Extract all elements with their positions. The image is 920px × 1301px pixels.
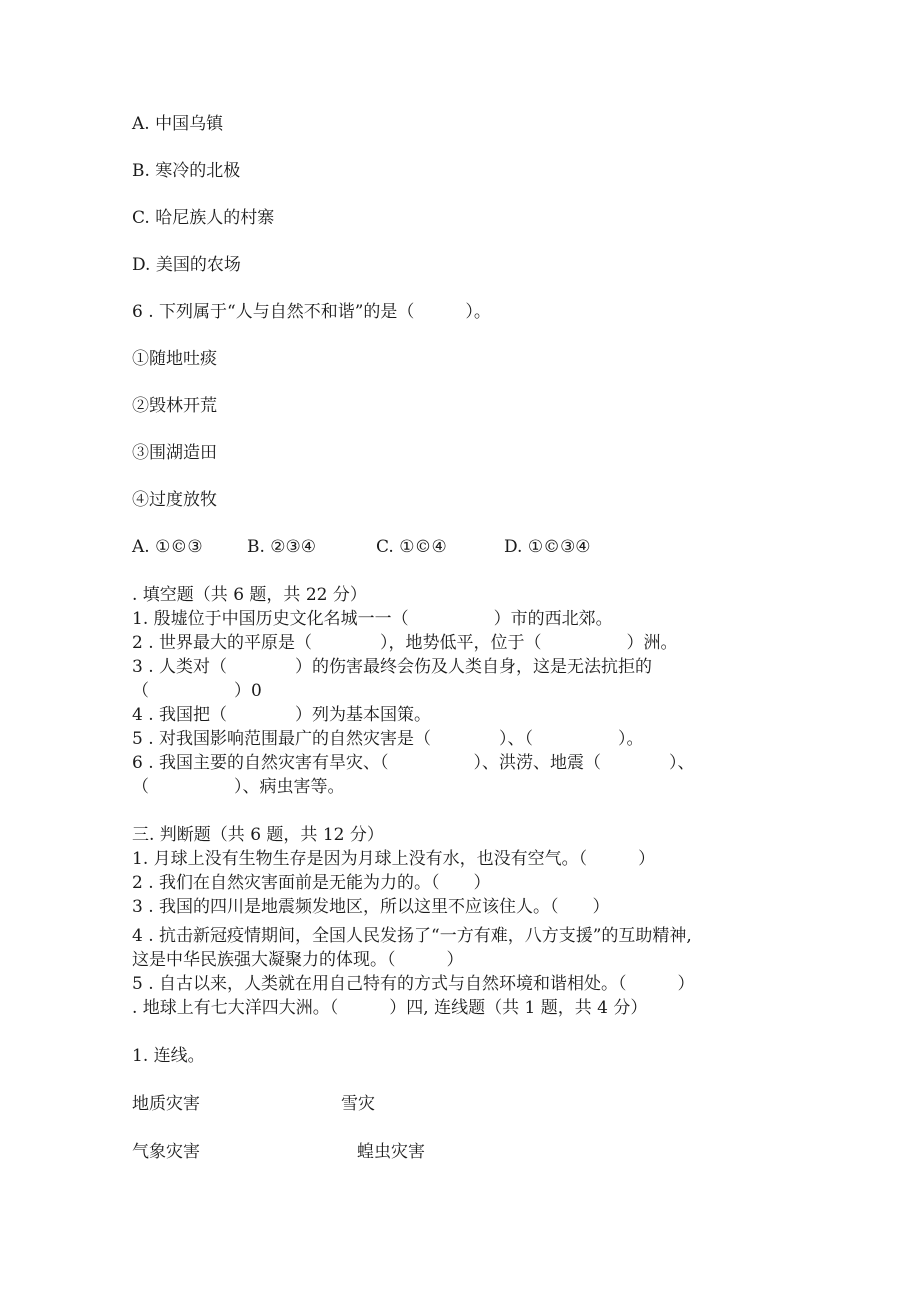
q5-option-c: C. 哈尼族人的村寨 [132,208,275,228]
link-left-1: 地质灾害 [132,1094,200,1114]
judge-heading: 三. 判断题（共 6 题，共 12 分） [132,825,384,845]
judge-line-2: 2 . 我们在自然灾害面前是无能为力的。（ ） [132,873,491,893]
fill-line-1: 1. 殷墟位于中国历史文化名城一一（ ）市的西北郊。 [132,609,613,629]
fill-heading: . 填空题（共 6 题，共 22 分） [132,585,367,605]
link-right-2: 蝗虫灾害 [357,1142,425,1162]
q5-option-a: A. 中国乌镇 [132,114,224,134]
q6-item-4: ④过度放牧 [132,490,217,510]
judge-line-3: 3 . 我国的四川是地震频发地区，所以这里不应该住人。（ ） [132,897,610,917]
judge-line-4: 4 . 抗击新冠疫情期间，全国人民发扬了“一方有难，八方支援”的互助精神, [132,926,692,946]
fill-line-3-cont: （ ）0 [132,681,262,701]
q6-stem: 6 . 下列属于“人与自然不和谐”的是（ ）。 [132,302,491,322]
link-right-1: 雪灾 [341,1094,375,1114]
judge-line-6: . 地球上有七大洋四大洲。（ ）四, 连线题（共 1 题，共 4 分） [132,998,648,1018]
q6-item-2: ②毁林开荒 [132,396,217,416]
link-stem: 1. 连线。 [132,1046,205,1066]
q5-option-b: B. 寒冷的北极 [132,161,241,181]
q6-choice-b: B. ②③④ [247,537,317,557]
q6-choice-d: D. ①©③④ [504,537,591,557]
judge-line-1: 1. 月球上没有生物生存是因为月球上没有水，也没有空气。（ ） [132,849,656,869]
fill-line-6-cont: （ ）、病虫害等。 [132,777,345,797]
fill-line-6: 6 . 我国主要的自然灾害有旱灾、（ ）、洪涝、地震（ ）、 [132,753,695,773]
link-left-2: 气象灾害 [132,1142,200,1162]
fill-line-2: 2 . 世界最大的平原是（ ），地势低平，位于（ ）洲。 [132,633,678,653]
q6-choice-c: C. ①©④ [376,537,447,557]
fill-line-3: 3 . 人类对（ ）的伤害最终会伤及人类自身，这是无法抗拒的 [132,657,653,677]
q6-item-3: ③围湖造田 [132,443,217,463]
fill-line-5: 5 . 对我国影响范围最广的自然灾害是（ ）、（ ）。 [132,729,644,749]
fill-line-4: 4 . 我国把（ ）列为基本国策。 [132,705,432,725]
judge-line-4-cont: 这是中华民族强大凝聚力的体现。（ ） [132,950,464,970]
judge-line-5: 5 . 自古以来，人类就在用自己特有的方式与自然环境和谐相处。（ ） [132,974,695,994]
q6-choice-a: A. ①©③ [132,537,203,557]
q5-option-d: D. 美国的农场 [132,255,241,275]
q6-item-1: ①随地吐痰 [132,349,217,369]
